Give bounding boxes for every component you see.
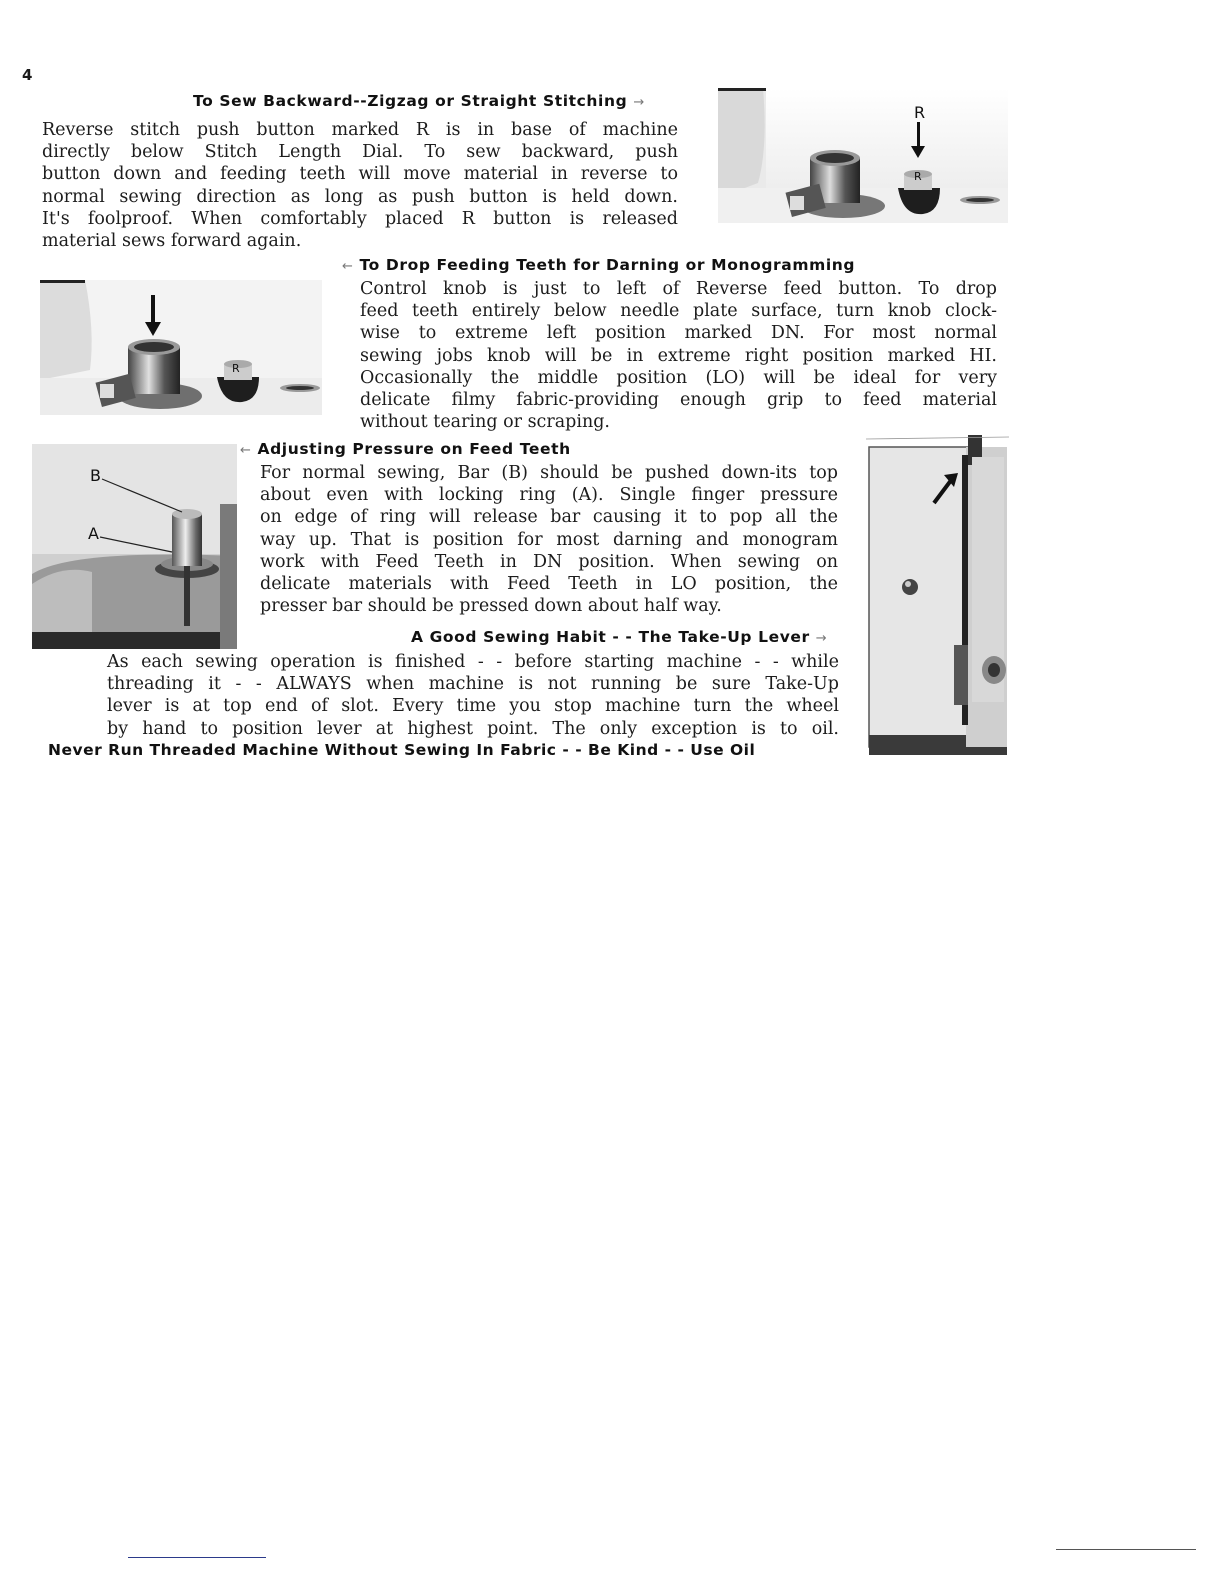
page-number: 4 [22, 66, 33, 84]
paragraph-take-up-lever [107, 651, 839, 740]
heading-sew-backward [193, 92, 645, 110]
ring-a-label: A [88, 524, 99, 543]
left-arrow-icon: ← [240, 443, 252, 458]
down-arrow-icon [151, 295, 155, 325]
button-r-label-small: R [914, 170, 922, 183]
text-line: lever is at top end of slot. Every time you stop machine turn the wheel [107, 696, 839, 717]
text-line: normal sewing direction as long as push button is held down. [42, 186, 678, 207]
text-line: Control knob is just to left of Reverse feed button. To drop [360, 279, 997, 299]
presser-bar-photo [32, 444, 237, 649]
heading-adjusting-pressure [240, 440, 571, 458]
text-line: material sews forward again. [42, 231, 302, 252]
left-arrow-icon: ← [342, 259, 354, 274]
button-r-label-top: R [914, 103, 926, 122]
heading-text: To Sew Backward--Zigzag or Straight Stitching [193, 92, 628, 110]
text-line: threading it - - ALWAYS when machine is not running be sure Take-Up [107, 674, 839, 695]
text-line: sewing jobs knob will be in extreme right position marked HI. [360, 345, 997, 366]
bar-b-label: B [90, 466, 101, 485]
text-line: Reverse stitch push button marked R is in base of machine [42, 120, 678, 140]
down-arrow-icon [917, 122, 920, 150]
text-line: wise to extreme left position marked DN. For most normal [360, 323, 997, 344]
paragraph-drop-feeding-teeth [360, 278, 997, 433]
text-line: Occasionally the middle position (LO) will be ideal for very [360, 367, 997, 388]
text-line: button down and feeding teeth will move material in reverse to [42, 164, 678, 185]
button-r-label: R [232, 362, 240, 375]
bottom-rule-left [128, 1557, 266, 1558]
text-line: presser bar should be pressed down about half way. [260, 596, 722, 617]
paragraph-sew-backward [42, 119, 678, 252]
bottom-rule-right [1056, 1549, 1196, 1550]
text-line: without tearing or scraping. [360, 412, 610, 433]
text-line: by hand to position lever at highest point. The only exception is to oil. [107, 718, 839, 739]
text-line: As each sewing operation is finished - - before starting machine - - while [107, 652, 839, 672]
text-line: directly below Stitch Length Dial. To sew backward, push [42, 142, 678, 163]
text-line: It's foolproof. When comfortably placed R button is released [42, 208, 678, 229]
text-line: feed teeth entirely below needle plate surface, turn knob clock- [360, 301, 997, 322]
footer-note: Never Run Threaded Machine Without Sewing In Fabric - - Be Kind - - Use Oil [48, 741, 756, 759]
text-line: delicate filmy fabric-providing enough grip to feed material [360, 390, 997, 411]
right-arrow-icon: → [633, 95, 645, 110]
text-line: For normal sewing, Bar (B) should be pushed down-its top [260, 463, 838, 483]
control-knob-photo [40, 280, 322, 415]
text-line: way up. That is position for most darning and monogram [260, 529, 838, 550]
take-up-lever-photo [866, 435, 1009, 757]
text-line: about even with locking ring (A). Single finger pressure [260, 485, 838, 506]
heading-text: To Drop Feeding Teeth for Darning or Monogramming [359, 256, 856, 274]
right-arrow-icon: → [815, 631, 828, 646]
text-line: work with Feed Teeth in DN position. When sewing on [260, 551, 838, 572]
text-line: delicate materials with Feed Teeth in LO position, the [260, 574, 838, 595]
reverse-button-photo [718, 88, 1008, 223]
heading-drop-feeding-teeth [342, 256, 855, 274]
heading-text: A Good Sewing Habit - - The Take-Up Lever [411, 628, 810, 646]
text-line: on edge of ring will release bar causing it to pop all the [260, 507, 838, 528]
heading-text: Adjusting Pressure on Feed Teeth [257, 440, 571, 458]
heading-take-up-lever [411, 628, 827, 646]
paragraph-adjusting-pressure [260, 462, 838, 617]
